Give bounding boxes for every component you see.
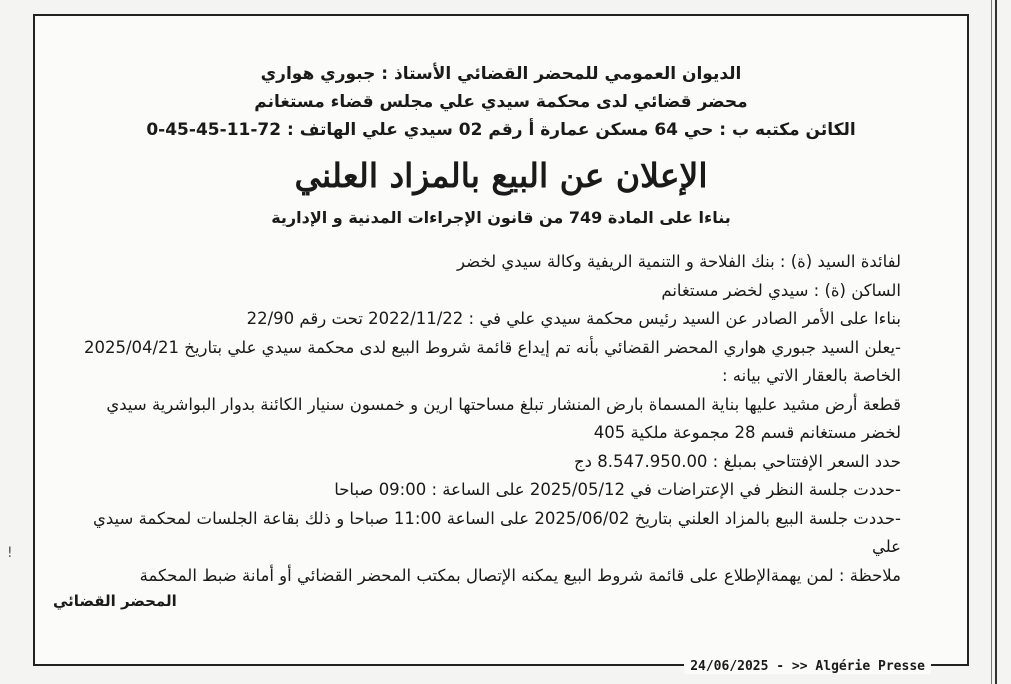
page-edge-rule (995, 0, 997, 684)
office-court: محضر قضائي لدى محكمة سيدي علي مجلس قضاء مستغانم (254, 92, 748, 112)
objection-session-line: -حددت جلسة النظر في الإعتراضات في 2025/05/12 على الساعة : 09:00 صباحا (334, 480, 901, 499)
office-name: الديوان العمومي للمحضر القضائي الأستاذ : جبوري هواري (260, 64, 742, 84)
beneficiary-line: لفائدة السيد (ة) : بنك الفلاحة و التنمية الريفية وكالة سيدي لخضر (457, 252, 901, 271)
sale-session-line: -حددت جلسة البيع بالمزاد العلني بتاريخ 2025/06/02 على الساعة 11:00 صباحا و ذلك بقاعة الجلسات لمحكمة سيدي علي (92, 508, 901, 556)
office-address: الكائن مكتبه ب : حي 64 مسكن عمارة أ رقم 02 سيدي علي الهاتف : 72-11-45-45-0 (146, 120, 856, 140)
legal-basis: بناءا على المادة 749 من قانون الإجراءات المدنية و الإدارية (271, 208, 731, 227)
announcement-title: الإعلان عن البيع بالمزاد العلني (294, 156, 708, 195)
margin-mark: ! (7, 545, 13, 561)
property-line: قطعة أرض مشيد عليها بناية المسماة بارض المنشار تبلغ مساحتها ارين و خمسون سنيار الكائنة بدوار البواشرية سيدي لخضر مستغانم قسم 28 مجموعة ملكية 405 (106, 394, 901, 442)
signature-label: المحضر القضائي (53, 592, 177, 610)
note-line: ملاحظة : لمن يهمةالإطلاع على قائمة شروط البيع يمكنه الإتصال بمكتب المحضر القضائي أو أمانة ضبط المحكمة (139, 565, 901, 585)
order-line: بناءا على الأمر الصادر عن السيد رئيس محكمة سيدي علي في : 2022/11/22 تحت رقم 22/90 (246, 309, 901, 328)
page-edge-rule-inner (991, 0, 992, 684)
deposit-line: -يعلن السيد جبوري هواري المحضر القضائي بأنه تم إيداع قائمة شروط البيع لدى محكمة سيدي علي بتاريخ 2025/04/21 الخاصة بالعقار الاتي بيانه : (83, 337, 901, 385)
footer-source: 24/06/2025 - >> Algérie Presse (684, 659, 931, 674)
announcement-frame (33, 14, 969, 674)
price-line: حدد السعر الإفتتاحي بمبلغ : 8.547.950.00 دج (573, 451, 901, 471)
announcement-body (83, 248, 901, 590)
residence-line: الساكن (ة) : سيدي لخضر مستغانم (661, 280, 901, 300)
